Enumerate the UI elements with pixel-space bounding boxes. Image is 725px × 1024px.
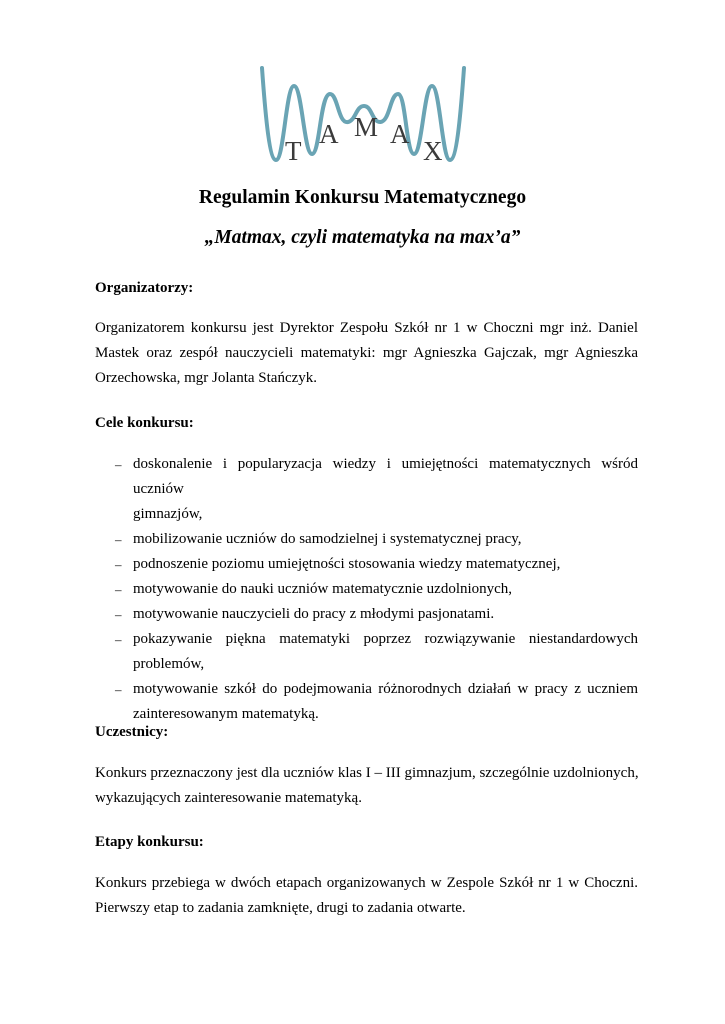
stages-line: Pierwszy etap to zadania zamknięte, drugi to zadania otwarte.	[95, 900, 466, 916]
organizers-line: Orzechowska, mgr Jolanta Stańczyk.	[95, 370, 318, 386]
bullet-dash: –	[115, 557, 122, 572]
bullet-dash: –	[115, 607, 122, 622]
goal-text: podnoszenie poziomu umiejętności stosowania wiedzy matematycznej,	[133, 556, 561, 572]
goal-item	[95, 552, 638, 577]
goal-text: pokazywanie piękna matematyki poprzez rozwiązywanie niestandardowych	[133, 631, 638, 647]
goal-item	[95, 627, 638, 677]
participants-line: wykazujących zainteresowanie matematyką.	[95, 790, 362, 806]
bullet-dash: –	[115, 582, 122, 597]
stages-line: Konkurs przebiega w dwóch etapach organizowanych w Zespole Szkół nr 1 w Choczni.	[95, 875, 638, 891]
goals-list	[95, 452, 638, 727]
goals-heading: Cele konkursu:	[95, 415, 194, 431]
document-title: Regulamin Konkursu Matematycznego	[198, 187, 527, 208]
organizers-line: Organizatorem konkursu jest Dyrektor Zespołu Szkół nr 1 w Choczni mgr inż. Daniel	[95, 320, 638, 336]
goal-text: motywowanie do nauki uczniów matematycznie uzdolnionych,	[133, 581, 513, 597]
stages-paragraph	[95, 871, 638, 921]
organizers-paragraph	[95, 316, 638, 391]
goal-item	[95, 452, 638, 527]
logo-letter-x: X	[423, 136, 443, 166]
logo-letter-t: T	[285, 136, 302, 166]
goal-text: motywowanie nauczycieli do pracy z młodymi pasjonatami.	[133, 606, 495, 622]
matmax-logo	[258, 64, 468, 168]
goal-text-cont: gimnazjów,	[133, 506, 203, 522]
organizers-heading: Organizatorzy:	[95, 280, 194, 296]
logo-letter-m: M	[354, 112, 379, 142]
goal-text: mobilizowanie uczniów do samodzielnej i systematycznej pracy,	[133, 531, 522, 547]
goal-item	[95, 602, 638, 627]
stages-heading: Etapy konkursu:	[95, 834, 204, 850]
bullet-dash: –	[115, 457, 122, 472]
goal-text: doskonalenie i popularyzacja wiedzy i umiejętności matematycznych wśród uczniów	[133, 456, 638, 497]
goal-text: motywowanie szkół do podejmowania różnorodnych działań w pracy z uczniem	[133, 681, 638, 697]
participants-paragraph	[95, 761, 638, 811]
document-subtitle: „Matmax, czyli matematyka na max’a”	[204, 227, 521, 248]
goal-text-cont: zainteresowanym matematyką.	[133, 706, 319, 722]
goal-item	[95, 577, 638, 602]
logo-wave-graphic	[258, 64, 468, 168]
participants-heading: Uczestnicy:	[95, 724, 169, 740]
bullet-dash: –	[115, 532, 122, 547]
goal-text-cont: problemów,	[133, 656, 205, 672]
logo-letter-a1: A	[319, 119, 339, 149]
goal-item	[95, 677, 638, 727]
bullet-dash: –	[115, 632, 122, 647]
logo-letter-a2: A	[390, 119, 410, 149]
participants-line: Konkurs przeznaczony jest dla uczniów klas I – III gimnazjum, szczególnie uzdolnionych,	[95, 765, 639, 781]
organizers-line: Mastek oraz zespół nauczycieli matematyki: mgr Agnieszka Gajczak, mgr Agnieszka	[95, 345, 638, 361]
goal-item	[95, 527, 638, 552]
bullet-dash: –	[115, 682, 122, 697]
